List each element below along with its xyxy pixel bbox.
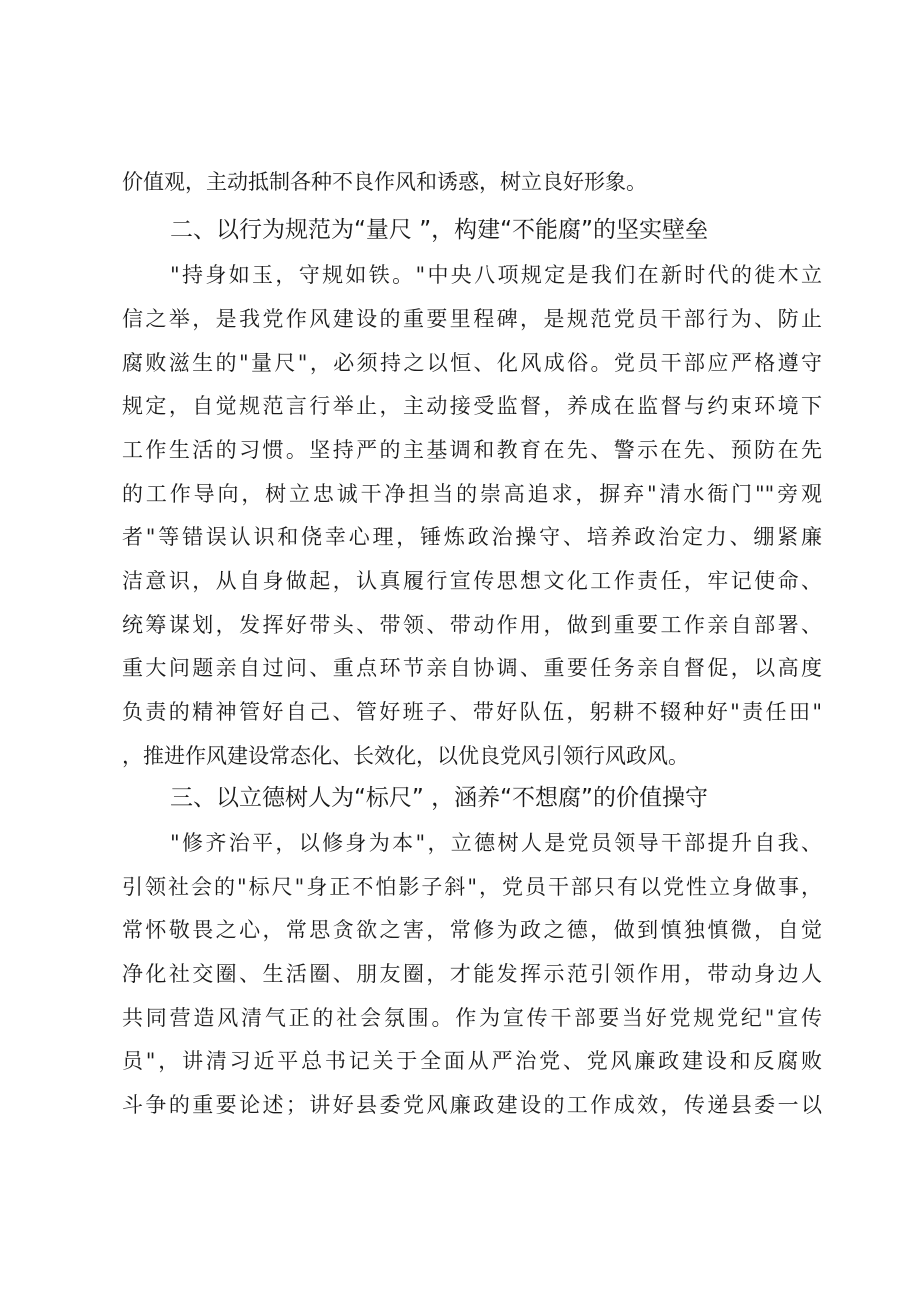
paragraph-line: 规定，自觉规范言行举止，主动接受监督，养成在监督与约束环境下 — [122, 394, 822, 418]
paragraph-line: 洁意识，从自身做起，认真履行宣传思想文化工作责任，牢记使命、 — [122, 569, 822, 593]
paragraph-line: 价值观，主动抵制各种不良作风和诱惑，树立良好形象。 — [122, 170, 647, 194]
paragraph-line: 常怀敬畏之心，常思贪欲之害，常修为政之德，做到慎独慎微，自觉 — [122, 918, 822, 942]
paragraph-line: 信之举，是我党作风建设的重要里程碑，是规范党员干部行为、防止 — [122, 307, 822, 331]
paragraph-line: 员"，讲清习近平总书记关于全面从严治党、党风廉政建设和反腐败 — [122, 1049, 822, 1073]
paragraph-line: 斗争的重要论述；讲好县委党风廉政建设的工作成效，传递县委一以 — [122, 1093, 822, 1117]
paragraph-line: 统筹谋划，发挥好带头、带领、带动作用，做到重要工作亲自部署、 — [122, 613, 822, 637]
section-heading-2: 二、以行为规范为“量尺 ”，构建“不能腐”的坚实壁垒 — [170, 217, 708, 243]
paragraph-line: 腐败滋生的"量尺"，必须持之以恒、化风成俗。党员干部应严格遵守 — [122, 351, 822, 375]
paragraph-line: ，推进作风建设常态化、长效化，以优良党风引领行风政风。 — [122, 744, 689, 768]
paragraph-line: 引领社会的"标尺"身正不怕影子斜"，党员干部只有以党性立身做事， — [122, 875, 822, 899]
paragraph-line: 的工作导向，树立忠诚干净担当的崇高追求，摒弃"清水衙门""旁观 — [122, 482, 822, 506]
paragraph-line: 重大问题亲自过问、重点环节亲自协调、重要任务亲自督促，以高度 — [122, 656, 822, 680]
section-heading-3: 三、以立德树人为“标尺” ，涵养“不想腐”的价值操守 — [170, 785, 708, 811]
paragraph-line: 共同营造风清气正的社会氛围。作为宣传干部要当好党规党纪"宣传 — [122, 1006, 822, 1030]
paragraph-line: "修齐治平，以修身为本"，立德树人是党员领导干部提升自我、 — [170, 831, 822, 855]
paragraph-line: "持身如玉，守规如铁。"中央八项规定是我们在新时代的徙木立 — [170, 263, 822, 287]
paragraph-line: 负责的精神管好自己、管好班子、带好队伍，躬耕不辍种好"责任田" — [122, 700, 822, 724]
paragraph-line: 者"等错误认识和侥幸心理，锤炼政治操守、培养政治定力、绷紧廉 — [122, 525, 822, 549]
paragraph-line: 净化社交圈、生活圈、朋友圈，才能发挥示范引领作用，带动身边人 — [122, 962, 822, 986]
paragraph-line: 工作生活的习惯。坚持严的主基调和教育在先、警示在先、预防在先 — [122, 438, 822, 462]
